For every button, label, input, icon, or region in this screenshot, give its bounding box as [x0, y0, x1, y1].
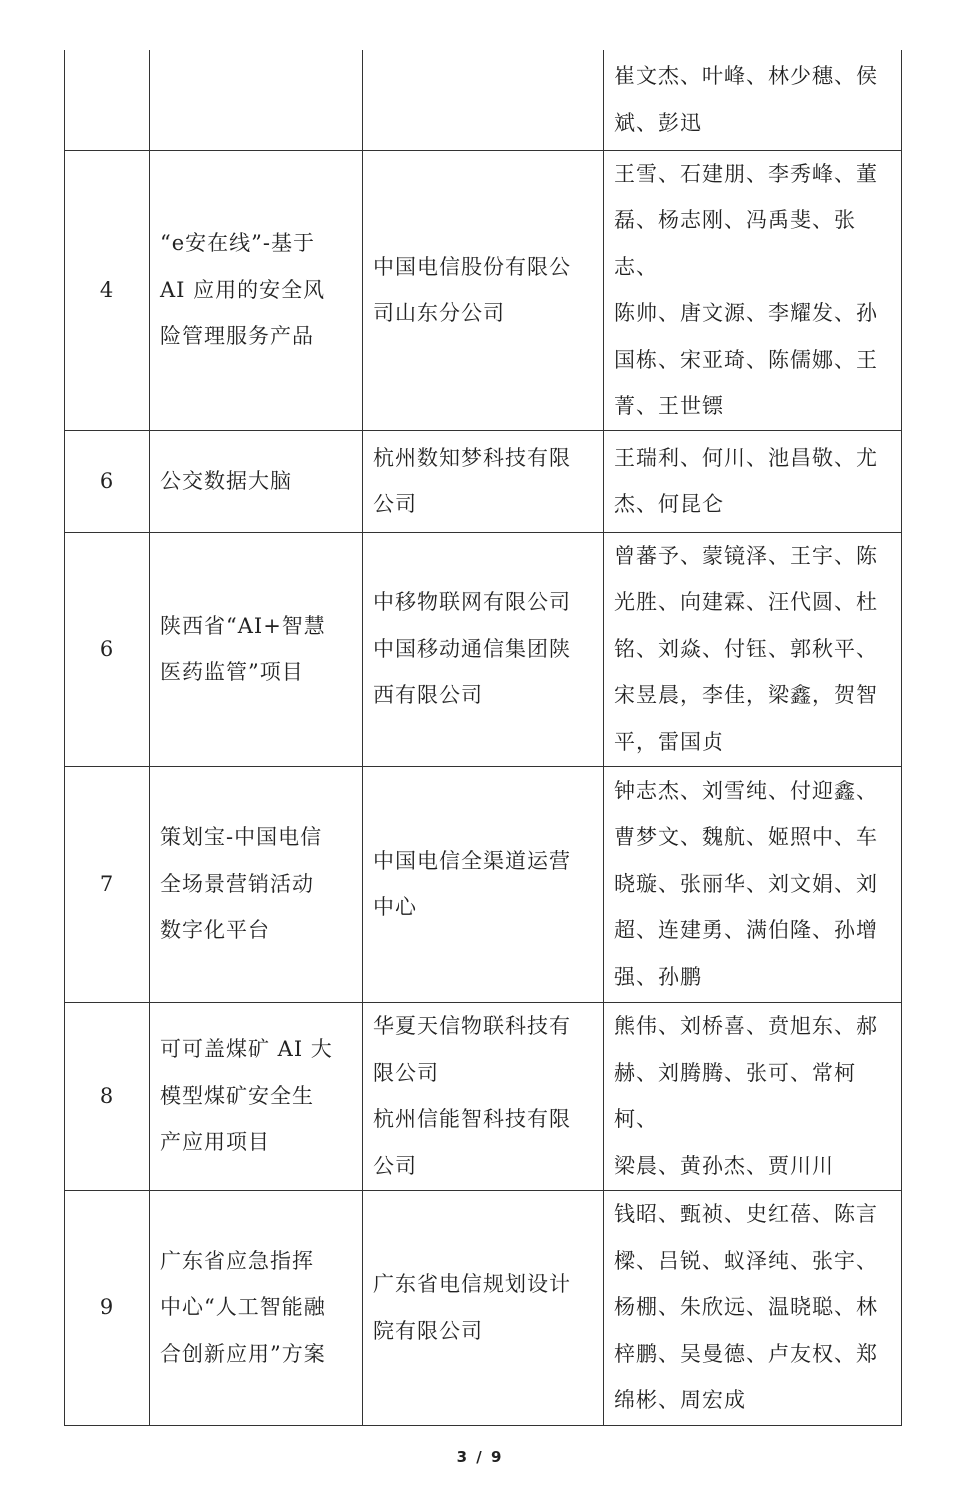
members: 熊伟、刘桥喜、贲旭东、郝 赫、刘腾腾、张可、常柯柯、 梁晨、黄孙杰、贾川川 — [604, 1002, 902, 1190]
members: 曾蕃予、蒙镜泽、王宇、陈 光胜、向建霖、汪代圆、杜 铭、刘焱、付钰、郭秋平、 宋昱晨，李佳，梁鑫，贺智 平，雷国贞 — [604, 532, 902, 766]
project-name: 公交数据大脑 — [150, 430, 363, 532]
table-row — [65, 430, 902, 532]
project-name: “e安在线”-基于 AI 应用的安全风 险管理服务产品 — [150, 150, 363, 430]
row-number: 7 — [65, 766, 150, 1002]
organization: 中移物联网有限公司 中国移动通信集团陕 西有限公司 — [363, 532, 604, 766]
members: 王雪、石建朋、李秀峰、董 磊、杨志刚、冯禹斐、张志、 陈帅、唐文源、李耀发、孙 国栋、宋亚琦、陈儒娜、王 菁、王世镖 — [604, 150, 902, 430]
row-number — [65, 50, 150, 150]
table-row — [65, 1190, 902, 1425]
page-number: 3 / 9 — [456, 1448, 504, 1466]
members: 钟志杰、刘雪纯、付迎鑫、 曹梦文、魏航、姬照中、车 晓璇、张丽华、刘文娟、刘 超、连建勇、满伯隆、孙增 强、孙鹏 — [604, 766, 902, 1002]
table-row — [65, 1002, 902, 1190]
members: 崔文杰、叶峰、林少穗、侯 斌、彭迅 — [604, 50, 902, 150]
table-row — [65, 50, 902, 150]
project-name: 策划宝-中国电信 全场景营销活动 数字化平台 — [150, 766, 363, 1002]
row-number: 6 — [65, 532, 150, 766]
organization: 华夏天信物联科技有 限公司 杭州信能智科技有限 公司 — [363, 1002, 604, 1190]
row-number: 4 — [65, 150, 150, 430]
table-row — [65, 532, 902, 766]
table-row — [65, 150, 902, 430]
members: 钱昭、甄祯、史红蓓、陈言 樑、吕锐、蚁泽纯、张宇、 杨棚、朱欣远、温晓聪、林 梓鹏、吴曼德、卢友权、郑 绵彬、周宏成 — [604, 1190, 902, 1425]
organization: 杭州数知梦科技有限 公司 — [363, 430, 604, 532]
organization: 中国电信全渠道运营 中心 — [363, 766, 604, 1002]
project-name: 广东省应急指挥 中心“人工智能融 合创新应用”方案 — [150, 1190, 363, 1425]
members: 王瑞利、何川、池昌敬、尤 杰、何昆仑 — [604, 430, 902, 532]
awards-table — [64, 50, 902, 1426]
row-number: 6 — [65, 430, 150, 532]
row-number: 9 — [65, 1190, 150, 1425]
project-name — [150, 50, 363, 150]
organization: 中国电信股份有限公 司山东分公司 — [363, 150, 604, 430]
project-name: 陕西省“AI+智慧 医药监管”项目 — [150, 532, 363, 766]
table-row — [65, 766, 902, 1002]
row-number: 8 — [65, 1002, 150, 1190]
project-name: 可可盖煤矿 AI 大 模型煤矿安全生 产应用项目 — [150, 1002, 363, 1190]
organization — [363, 50, 604, 150]
organization: 广东省电信规划设计 院有限公司 — [363, 1190, 604, 1425]
